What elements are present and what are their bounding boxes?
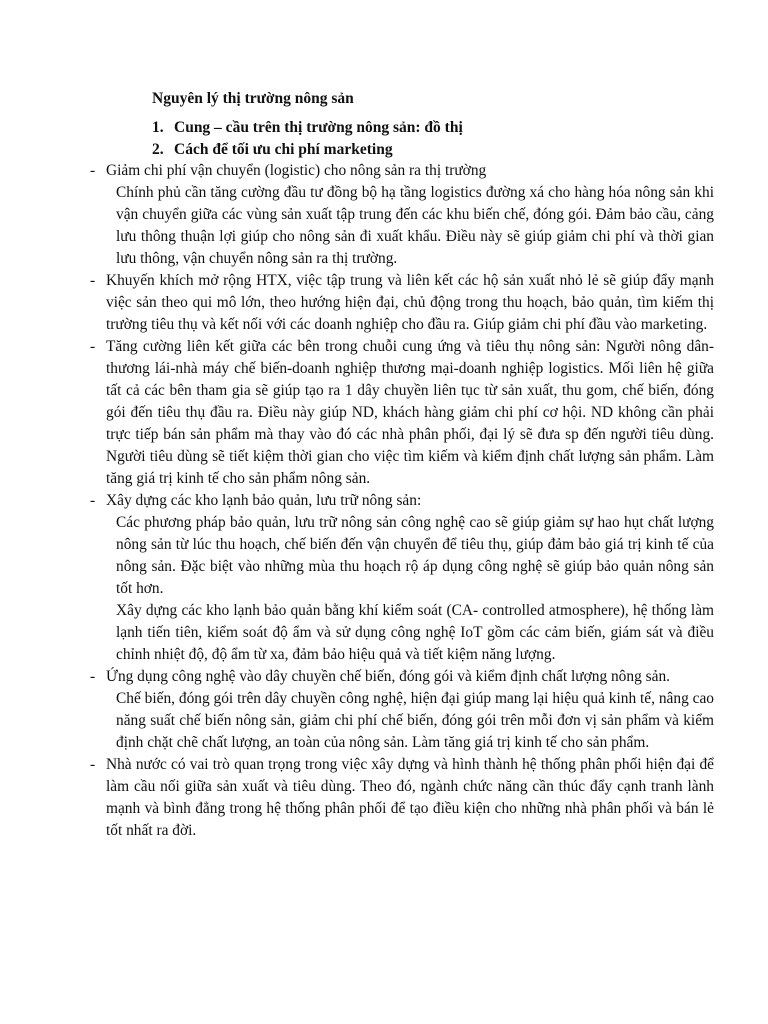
heading-text: Cách để tối ưu chi phí marketing (174, 141, 393, 158)
bullet-item (86, 336, 714, 490)
heading-text: Cung – cầu trên thị trường nông sản: đồ thị (174, 119, 463, 136)
heading-number: 2. (152, 141, 164, 158)
bullet-paragraph: Chính phủ cần tăng cường đầu tư đồng bộ hạ tầng logistics đường xá cho hàng hóa nông sản khi vận chuyển giữa các vùng sản xuất tập trung đến các khu biến chế, đóng gói. Đảm bảo cầu, cảng lưu thông thuận lợi giúp cho nông sản đi xuất khẩu. Điều này sẽ giúp giảm chi phí và thời gian lưu thông, vận chuyển nông sản ra thị trường. (116, 184, 714, 267)
bullet-lead-text: Xây dựng các kho lạnh bảo quản, lưu trữ nông sản: (106, 492, 422, 509)
bullet-paragraph: Chế biến, đóng gói trên dây chuyền công nghệ, hiện đại giúp mang lại hiệu quả kinh tế, nâng cao năng suất chế biến nông sản, giảm chi phí chế biến, đóng gói trên mỗi đơn vị sản phẩm và kiểm định chặt chẽ chất lượng, an toàn của nông sản. Làm tăng giá trị kinh tế cho sản phẩm. (116, 690, 714, 751)
heading-number: 1. (152, 119, 164, 136)
bullet-dash: - (90, 338, 96, 355)
bullet-item (86, 270, 714, 336)
bullet-dash: - (90, 756, 96, 773)
bullet-lead-text: Tăng cường liên kết giữa các bên trong chuỗi cung ứng và tiêu thụ nông sản: Người nông dân-thương lái-nhà máy chế biến-doanh nghiệp thương mại-doanh nghiệp logistics. Mối liên hệ giữa tất cả các bên tham gia sẽ giúp tạo ra 1 dây chuyền liên tục từ sản xuất, thu gom, chế biến, đóng gói đến tiêu thụ đầu ra. Điều này giúp ND, khách hàng giảm chi phí cơ hội. ND không cần phải trực tiếp bán sản phẩm mà thay vào đó các nhà phân phối, đại lý sẽ đưa sp đến người tiêu dùng. Người tiêu dùng sẽ tiết kiệm thời gian cho việc tìm kiếm và kiểm định chất lượng sản phẩm. Làm tăng giá trị kinh tế cho sản phẩm nông sản. (106, 338, 714, 487)
bullet-paragraph: Các phương pháp bảo quản, lưu trữ nông sản công nghệ cao sẽ giúp giảm sự hao hụt chất lượng nông sản từ lúc thu hoạch, chế biến đến vận chuyển để tiêu thụ, giúp đảm bảo giá trị kinh tế của nông sản. Đặc biệt vào những mùa thu hoạch rộ áp dụng công nghệ sẽ giúp bảo quản nông sản tốt hơn. (116, 514, 714, 597)
bullet-lead-text: Nhà nước có vai trò quan trọng trong việc xây dựng và hình thành hệ thống phân phối hiện đại để làm cầu nối giữa sản xuất và tiêu dùng. Theo đó, ngành chức năng cần thúc đẩy cạnh tranh lành mạnh và bình đẳng trong hệ thống phân phối để tạo điều kiện cho những nhà phân phối và bán lẻ tốt nhất ra đời. (106, 756, 714, 839)
bullet-paragraph: Xây dựng các kho lạnh bảo quản bằng khí kiểm soát (CA- controlled atmosphere), hệ thống làm lạnh tiến tiên, kiểm soát độ ẩm và sử dụng công nghệ IoT gồm các cảm biến, giám sát và điều chỉnh nhiệt độ, độ ẩm từ xa, đảm bảo hiệu quả và tiết kiệm năng lượng. (116, 602, 714, 663)
bullet-lead-text: Ứng dụng công nghệ vào dây chuyền chế biến, đóng gói và kiểm định chất lượng nông sản. (106, 668, 670, 685)
section-headings (152, 117, 463, 161)
heading-item (152, 117, 463, 139)
bullet-dash: - (90, 492, 96, 509)
heading-item (152, 139, 463, 161)
bullet-item (86, 160, 714, 270)
bullet-item (86, 666, 714, 754)
bullet-dash: - (90, 668, 96, 685)
bullet-item (86, 490, 714, 666)
bullet-lead-text: Giảm chi phí vận chuyển (logistic) cho nông sản ra thị trường (106, 162, 487, 179)
document-body (86, 160, 714, 842)
bullet-dash: - (90, 272, 96, 289)
bullet-item (86, 754, 714, 842)
document-title: Nguyên lý thị trường nông sản (152, 90, 354, 107)
bullet-lead-text: Khuyến khích mở rộng HTX, việc tập trung và liên kết các hộ sản xuất nhỏ lẻ sẽ giúp đẩy mạnh việc sản theo qui mô lớn, theo hướng hiện đại, chủ động trong thu hoạch, bảo quản, tìm kiếm thị trường tiêu thụ và kết nối với các doanh nghiệp cho đầu ra. Giúp giảm chi phí đầu vào marketing. (106, 272, 714, 333)
bullet-dash: - (90, 162, 96, 179)
